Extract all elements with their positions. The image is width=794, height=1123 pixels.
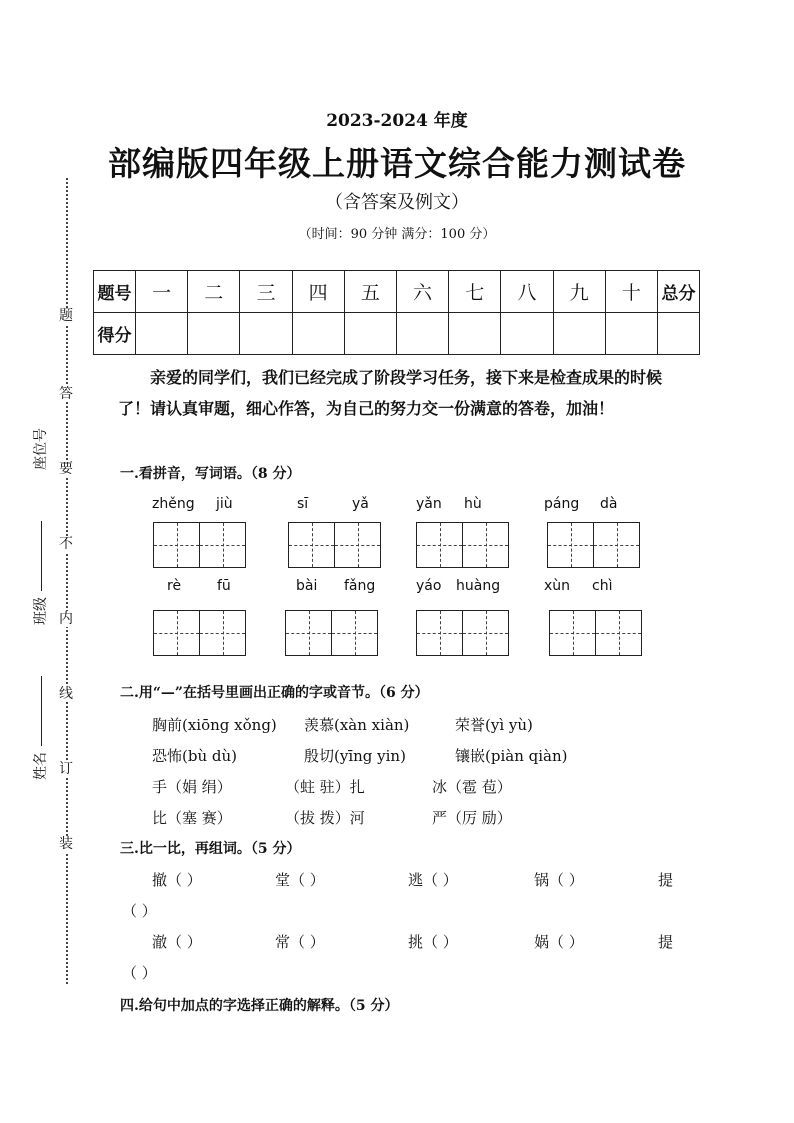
pinyin: rè (167, 578, 182, 594)
table-cell: 总分 (658, 271, 700, 313)
pinyin: chì (592, 578, 613, 594)
exam-subtitle: （含答案及例文） (325, 192, 469, 213)
choice-item[interactable]: 恐怖(bù dù) (152, 747, 237, 765)
pinyin: zhěng (152, 496, 195, 512)
table-cell: 五 (344, 271, 396, 313)
table-cell: 一 (136, 271, 188, 313)
seat-number-label: 座位号 (33, 428, 49, 470)
choice-item[interactable]: 手（娟 绢） (152, 778, 232, 796)
writing-grid[interactable] (288, 522, 381, 568)
choice-item[interactable]: 冰（雹 苞） (432, 778, 512, 796)
pinyin: páng (544, 496, 580, 512)
table-cell: 十 (605, 271, 657, 313)
writing-grid[interactable] (153, 610, 246, 656)
writing-grid[interactable] (153, 522, 246, 568)
table-cell: 六 (396, 271, 448, 313)
table-cell: 二 (188, 271, 240, 313)
table-cell: 九 (553, 271, 605, 313)
score-input-cell[interactable] (344, 313, 396, 355)
writing-grid[interactable] (285, 610, 378, 656)
class-label: 班级 (33, 597, 49, 625)
pinyin: yǎ (352, 496, 369, 512)
score-input-cell[interactable] (553, 313, 605, 355)
pinyin: jiù (216, 496, 233, 512)
score-input-cell[interactable] (292, 313, 344, 355)
score-input-cell[interactable] (240, 313, 292, 355)
writing-grid[interactable] (416, 522, 509, 568)
binding-char: 订 (59, 761, 73, 777)
name-label: 姓名 (33, 752, 49, 780)
word-blank[interactable]: 锅（ ） (534, 871, 584, 889)
score-table-score-row (94, 313, 700, 355)
word-blank: 提 (658, 933, 674, 951)
word-blank[interactable]: 堂（ ） (275, 871, 325, 889)
class-field[interactable] (30, 521, 50, 625)
word-blank[interactable]: （ ） (122, 964, 157, 982)
binding-char: 题 (59, 308, 73, 324)
binding-dotted-line (66, 178, 68, 984)
pinyin: yǎn (416, 496, 442, 512)
choice-item[interactable]: 镶嵌(piàn qiàn) (455, 747, 568, 765)
word-blank[interactable]: 常（ ） (275, 933, 325, 951)
exam-year: 2023-2024 年度 (326, 111, 468, 131)
name-field[interactable] (30, 676, 50, 780)
word-blank[interactable]: 逃（ ） (408, 871, 458, 889)
table-cell: 三 (240, 271, 292, 313)
binding-char: 答 (59, 386, 73, 402)
table-cell: 得分 (94, 313, 136, 355)
pinyin: yáo (416, 578, 442, 594)
section2-title: 二.用“—”在括号里画出正确的字或音节。（6 分） (120, 685, 429, 701)
word-blank[interactable]: 撤（ ） (152, 871, 202, 889)
pinyin: fǎng (344, 578, 376, 594)
choice-item[interactable]: 比（塞 赛） (152, 809, 232, 827)
writing-grid[interactable] (547, 522, 640, 568)
score-input-cell[interactable] (396, 313, 448, 355)
score-input-cell[interactable] (188, 313, 240, 355)
section1-title: 一.看拼音，写词语。（8 分） (120, 466, 301, 482)
choice-item[interactable]: 严（厉 励） (432, 809, 512, 827)
table-cell: 八 (501, 271, 553, 313)
choice-item[interactable]: （蛀 驻）扎 (285, 778, 365, 796)
pinyin: hù (464, 496, 482, 512)
pinyin: fū (217, 578, 231, 594)
pinyin: sī (297, 496, 309, 512)
writing-grid[interactable] (549, 610, 642, 656)
binding-char: 不 (59, 536, 73, 552)
score-table-header-row (94, 271, 700, 313)
score-input-cell[interactable] (501, 313, 553, 355)
choice-item[interactable]: 荣誉(yì yù) (455, 716, 533, 734)
choice-item[interactable]: 殷切(yīng yin) (304, 747, 406, 765)
word-blank[interactable]: 挑（ ） (408, 933, 458, 951)
pinyin: huàng (456, 578, 501, 594)
binding-char: 内 (59, 611, 73, 627)
table-cell: 四 (292, 271, 344, 313)
section4-title: 四.给句中加点的字选择正确的解释。（5 分） (120, 998, 399, 1014)
score-input-cell[interactable] (449, 313, 501, 355)
score-input-cell[interactable] (658, 313, 700, 355)
exam-time-info: （时间：90 分钟 满分：100 分） (298, 227, 496, 242)
binding-char: 要 (59, 461, 73, 477)
score-table (93, 270, 700, 355)
section3-title: 三.比一比，再组词。（5 分） (120, 841, 301, 857)
word-blank: 提 (658, 871, 674, 889)
word-blank[interactable]: （ ） (122, 902, 157, 920)
choice-item[interactable]: （拔 拨）河 (285, 809, 365, 827)
pinyin: bài (296, 578, 318, 594)
intro-paragraph: 亲爱的同学们，我们已经完成了阶段学习任务，接下来是检查成果的时候了！请认真审题，细心作答，为自己的努力交一份满意的答卷，加油！ (118, 368, 663, 418)
exam-title: 部编版四年级上册语文综合能力测试卷 (108, 144, 686, 183)
binding-char: 装 (59, 836, 73, 852)
score-input-cell[interactable] (605, 313, 657, 355)
pinyin: xùn (544, 578, 571, 594)
writing-grid[interactable] (416, 610, 509, 656)
choice-item[interactable]: 羡慕(xàn xiàn) (304, 716, 410, 734)
score-input-cell[interactable] (136, 313, 188, 355)
word-blank[interactable]: 娲（ ） (534, 933, 584, 951)
binding-char: 线 (59, 686, 73, 702)
word-blank[interactable]: 澈（ ） (152, 933, 202, 951)
pinyin: dà (600, 496, 618, 512)
table-cell: 题号 (94, 271, 136, 313)
table-cell: 七 (449, 271, 501, 313)
choice-item[interactable]: 胸前(xiōng xǒng) (152, 716, 277, 734)
